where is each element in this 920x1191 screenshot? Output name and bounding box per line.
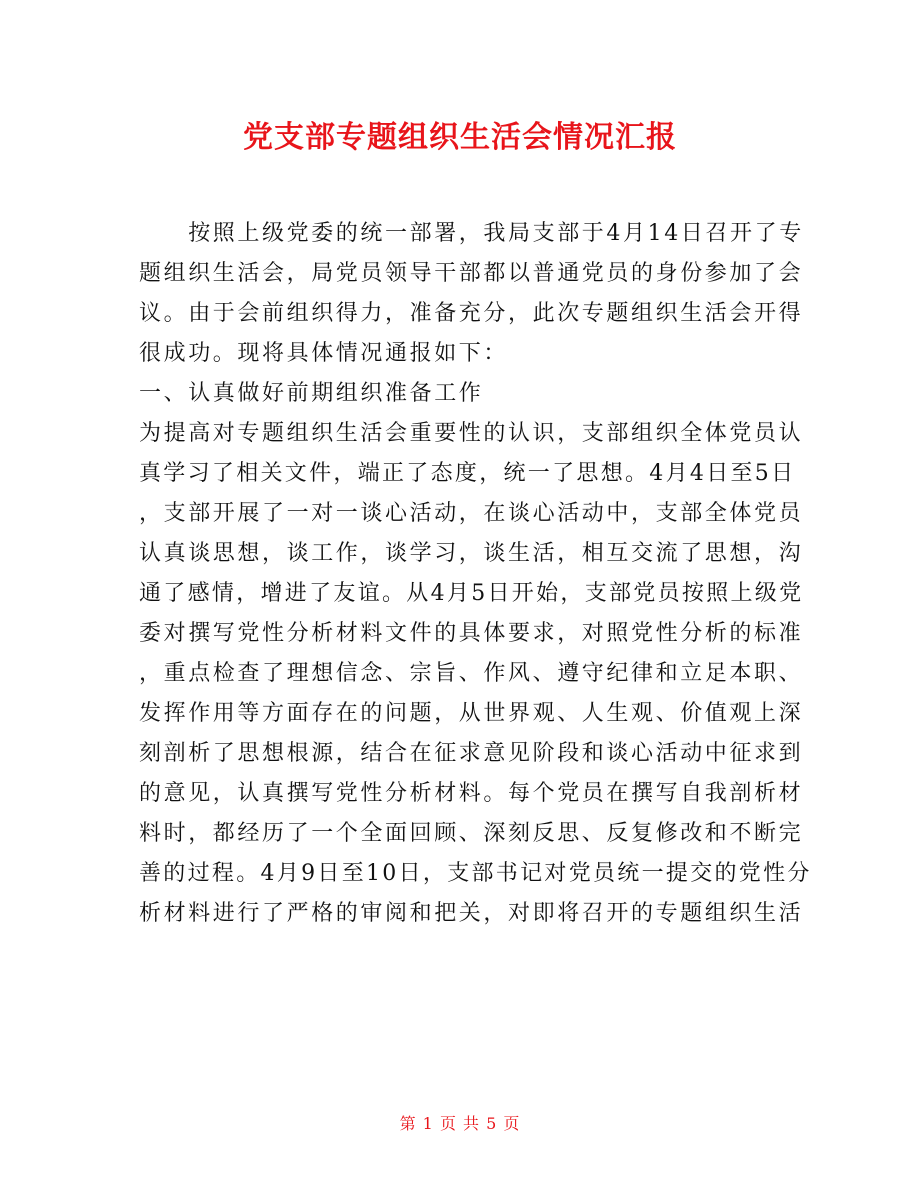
body-line-12: ，重点检查了理想信念、宗旨、作风、遵守纪律和立足本职、: [139, 661, 804, 686]
document-title: 党支部专题组织生活会情况汇报: [243, 120, 677, 155]
body-line-2: 题组织生活会，局党员领导干部都以普通党员的身份参加了会: [139, 261, 804, 286]
body-line-3: 议。由于会前组织得力，准备充分，此次专题组织生活会开得: [139, 301, 804, 326]
body-line-16: 料时，都经历了一个全面回顾、深刻反思、反复修改和不断完: [139, 821, 804, 846]
body-line-8: ，支部开展了一对一谈心活动，在谈心活动中，支部全体党员: [139, 501, 804, 526]
body-line-10: 通了感情，增进了友谊。从4月5日开始，支部党员按照上级党: [139, 581, 804, 606]
body-line-11: 委对撰写党性分析材料文件的具体要求，对照党性分析的标准: [139, 621, 804, 646]
body-line-18: 析材料进行了严格的审阅和把关，对即将召开的专题组织生活: [139, 901, 804, 926]
body-line-7: 真学习了相关文件，端正了态度，统一了思想。4月4日至5日: [139, 461, 796, 486]
body-line-17: 善的过程。4月9日至10日，支部书记对党员统一提交的党性分: [139, 861, 812, 886]
document-body: [139, 214, 812, 934]
body-line-14: 刻剖析了思想根源，结合在征求意见阶段和谈心活动中征求到: [139, 741, 804, 766]
body-line-4: 很成功。现将具体情况通报如下：: [139, 341, 509, 366]
body-line-15: 的意见，认真撰写党性分析材料。每个党员在撰写自我剖析材: [139, 781, 804, 806]
body-line-6: 为提高对专题组织生活会重要性的认识，支部组织全体党员认: [139, 421, 804, 446]
section-heading-1: 一、认真做好前期组织准备工作: [139, 381, 484, 406]
body-line-1: 按照上级党委的统一部署，我局支部于4月14日召开了专: [139, 221, 804, 246]
body-line-9: 认真谈思想，谈工作，谈学习，谈生活，相互交流了思想，沟: [139, 541, 804, 566]
page-footer: 第 1 页 共 5 页: [399, 1114, 521, 1133]
body-line-13: 发挥作用等方面存在的问题，从世界观、人生观、价值观上深: [139, 701, 804, 726]
